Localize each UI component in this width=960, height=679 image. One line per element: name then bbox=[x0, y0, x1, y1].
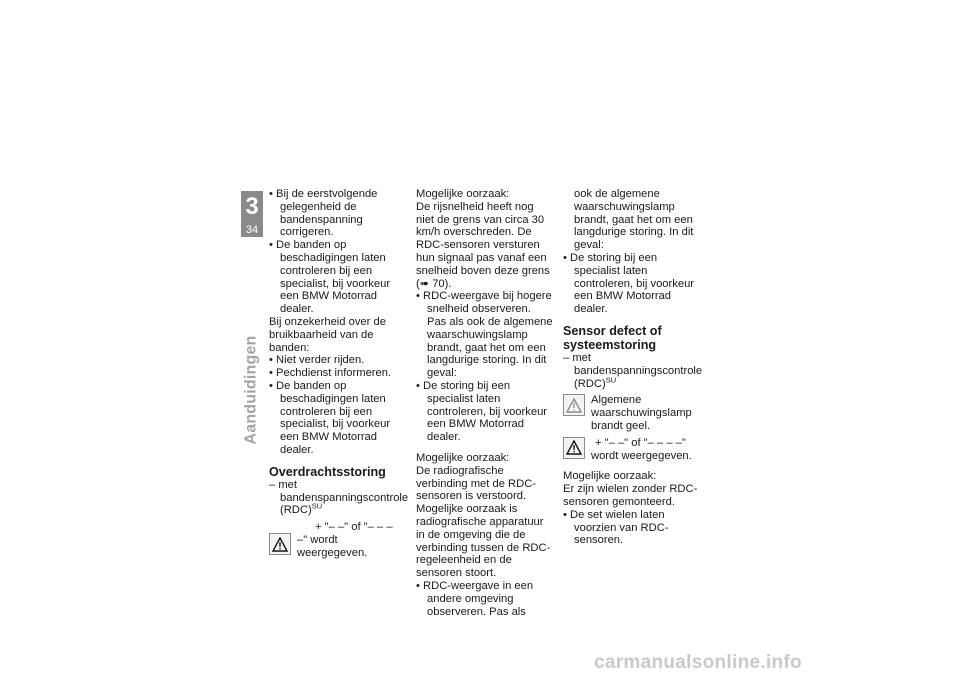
list-item-text: De set wielen laten voorzien van RDC-sensoren. bbox=[570, 508, 669, 547]
warning-text: Algemene waarschuwingslamp brandt geel. bbox=[591, 394, 692, 432]
list-item-text: Bij de eerstvolgende gelegenheid de bandenspanning corrigeren. bbox=[276, 188, 378, 239]
equipment-code: SU bbox=[605, 374, 617, 384]
warning-triangle-icon bbox=[563, 394, 585, 416]
warning-text: + "– –" of "– – – –" wordt weergegeven. bbox=[591, 436, 692, 462]
list-item-text: RDC-weergave bij hogere snelheid observeren. Pas als ook de algemene waarschuwingslamp brandt, gaat het om een langdurige storing. In dit geval: bbox=[423, 290, 553, 380]
page-number: 34 bbox=[245, 224, 259, 236]
list-item-text: Niet verder rijden. bbox=[276, 354, 365, 367]
equipment-note: – met bandenspanningscontrole (RDC)$^{SU}$ bbox=[269, 478, 409, 517]
list-item-text: De storing bij een specialist laten controleren, bij voorkeur een BMW Motorrad dealer. bbox=[570, 251, 695, 316]
equipment-note-text: met bandenspanningscontrole (RDC) bbox=[278, 478, 409, 517]
warning-text: + "– –" of "– – – –" wordt weergegeven. bbox=[297, 521, 393, 559]
warning-triangle-icon bbox=[563, 437, 585, 459]
list-item: • RDC-weergave bij hogere snelheid observeren. Pas als ook de algemene waarschuwingslamp brandt, gaat het om een langdurige storing. In dit geval: bbox=[416, 290, 553, 380]
equipment-note-text: met bandenspanningscontrole (RDC) bbox=[572, 351, 703, 390]
list-item-text: Pechdienst informeren. bbox=[276, 367, 392, 380]
warning-indicator bbox=[563, 437, 700, 463]
heading-overdrachtsstoring: Overdrachtsstoring bbox=[269, 464, 386, 479]
paragraph: ook de algemene waarschuwingslamp brandt, gaat het om een langdurige storing. In dit geval: bbox=[574, 188, 694, 252]
warning-indicator bbox=[269, 521, 405, 559]
list-item: • Bij de eerstvolgende gelegenheid de bandenspanning corrigeren. bbox=[269, 188, 378, 239]
chapter-number: 3 bbox=[245, 193, 259, 220]
paragraph: Mogelijke oorzaak: bbox=[416, 188, 510, 200]
list-item: • Niet verder rijden. bbox=[269, 354, 365, 367]
list-item: • De banden op beschadigingen laten controleren bij een specialist, bij voorkeur een BMW Motorrad dealer. bbox=[269, 379, 391, 456]
paragraph: Mogelijke oorzaak: bbox=[416, 451, 510, 464]
list-item-text: RDC-weergave in een andere omgeving observeren. Pas als bbox=[423, 579, 534, 618]
column-3 bbox=[563, 188, 703, 547]
heading-sensor-defect: Sensor defect of systeemstoring bbox=[563, 323, 662, 352]
list-item: • De set wielen laten voorzien van RDC-sensoren. bbox=[563, 508, 669, 547]
list-item: • De storing bij een specialist laten controleren, bij voorkeur een BMW Motorrad dealer. bbox=[416, 379, 548, 444]
paragraph: De rijsnelheid heeft nog niet de grens van circa 30 km/h overschreden. De RDC-sensoren versturen hun signaal pas vanaf een snelheid boven deze grens (➠ 70). bbox=[416, 200, 550, 290]
paragraph: Mogelijke oorzaak: bbox=[563, 470, 657, 483]
list-item-text: De banden op beschadigingen laten controleren bij een specialist, bij voorkeur een BMW Motorrad dealer. bbox=[276, 379, 391, 456]
list-item-text: De storing bij een specialist laten controleren, bij voorkeur een BMW Motorrad dealer. bbox=[423, 379, 548, 444]
column-2 bbox=[416, 188, 553, 618]
equipment-code: SU bbox=[311, 501, 323, 511]
equipment-note: – met bandenspanningscontrole (RDC)$^{SU}$ bbox=[563, 351, 703, 390]
watermark: carmanualsonline.info bbox=[594, 652, 802, 673]
section-label bbox=[235, 335, 269, 445]
warning-triangle-icon bbox=[269, 533, 291, 555]
section-title: Aanduidingen bbox=[243, 335, 260, 445]
paragraph: Er zijn wielen zonder RDC-sensoren gemonteerd. bbox=[563, 483, 698, 508]
list-item: • Pechdienst informeren. bbox=[269, 367, 392, 380]
column-1 bbox=[269, 188, 409, 560]
paragraph: De radiografische verbinding met de RDC-sensoren is verstoord. Mogelijke oorzaak is radiografische apparatuur in de omgeving die de verbinding tussen de RDC-regeleenheid en de sensoren stoort. bbox=[416, 464, 551, 580]
list-item: • RDC-weergave in een andere omgeving observeren. Pas als bbox=[416, 579, 534, 618]
list-item-text: De banden op beschadigingen laten controleren bij een specialist, bij voorkeur een BMW Motorrad dealer. bbox=[276, 239, 391, 316]
list-item: • De banden op beschadigingen laten controleren bij een specialist, bij voorkeur een BMW Motorrad dealer. bbox=[269, 239, 391, 316]
list-item: • De storing bij een specialist laten controleren, bij voorkeur een BMW Motorrad dealer. bbox=[563, 251, 695, 316]
warning-indicator bbox=[563, 394, 700, 432]
paragraph: Bij onzekerheid over de bruikbaarheid van de banden: bbox=[269, 315, 386, 354]
